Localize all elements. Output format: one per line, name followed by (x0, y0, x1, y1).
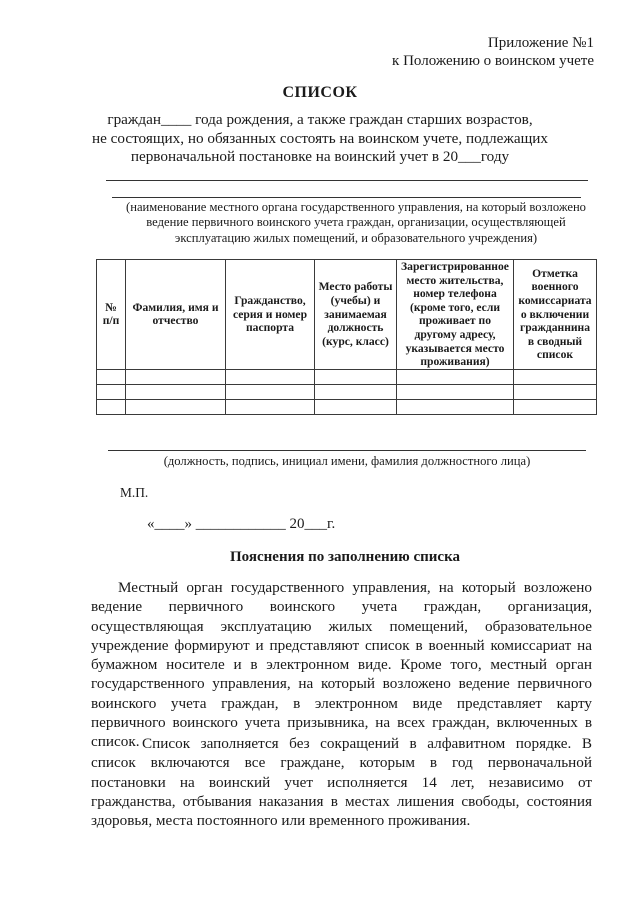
stamp-label: М.П. (120, 485, 149, 500)
cell-full-name[interactable] (126, 369, 226, 384)
cell-citizenship-passport[interactable] (226, 369, 315, 384)
table-header-row (97, 260, 597, 370)
document-subtitle (0, 111, 640, 167)
organization-caption-line-2: ведение первичного воинского учета граждан, организации, осуществляющей (146, 215, 566, 230)
signature-blank-line[interactable] (108, 450, 586, 451)
table-row (97, 384, 597, 399)
cell-commissariat-mark[interactable] (514, 384, 597, 399)
organization-blank-line-1[interactable] (106, 180, 588, 181)
header-commissariat-mark: Отметка военного комиссариата о включении гражданнина в сводный список (514, 260, 597, 370)
instructions-paragraph-1: Местный орган государственного управления, на который возложено ведение первичного воинского учета граждан, организация, осуществляющая эксплуатацию жилых помещений, образовательное учреждение формируют и представляют список в военный комиссариат на бумажном носителе и в электронном виде. Кроме того, местный орган государственного управления, на который возложено ведение первичного воинского учета граждан, в электронном виде представляет карту первичного воинского учета призывника, на всех граждан, включенных в список. (91, 579, 592, 751)
subtitle-line-2: не состоящих, но обязанных состоять на воинском учете, подлежащих (91, 129, 548, 147)
table-row (97, 399, 597, 414)
header-registered-address: Зарегистрированное место жительства, номер телефона (кроме того, если проживает по другому адресу, указывается место проживания) (397, 260, 514, 370)
cell-full-name[interactable] (126, 384, 226, 399)
instructions-paragraph-2: Список заполняется без сокращений в алфавитном порядке. В список включаются все граждане, которым в год первоначальной постановки на воинский учет исполняется 14 лет, независимо от гражданства, отбывания наказания в местах лишения свободы, состояния здоровья, места постоянного или временного проживания. (91, 735, 592, 830)
cell-workplace-position[interactable] (315, 399, 397, 414)
instructions-title: Пояснения по заполнению списка (229, 549, 460, 565)
cell-registered-address[interactable] (397, 399, 514, 414)
header-number: № п/п (97, 260, 126, 370)
appendix-number: Приложение №1 (487, 35, 594, 51)
header-workplace-position: Место работы (учебы) и занимаемая должность (курс, класс) (315, 260, 397, 370)
cell-number[interactable] (97, 399, 126, 414)
cell-registered-address[interactable] (397, 369, 514, 384)
organization-caption-line-1: (наименование местного органа государственного управления, на который возложено (126, 200, 586, 214)
table-row (97, 369, 597, 384)
cell-citizenship-passport[interactable] (226, 384, 315, 399)
appendix-reference: к Положению о воинском учете (392, 53, 594, 69)
organization-caption-line-3: эксплуатацию жилых помещений, и образовательного учреждения) (174, 230, 538, 245)
date-line[interactable]: «____» ____________ 20___г. (147, 516, 336, 532)
cell-citizenship-passport[interactable] (226, 399, 315, 414)
organization-blank-line-2[interactable] (112, 197, 581, 198)
cell-workplace-position[interactable] (315, 369, 397, 384)
cell-commissariat-mark[interactable] (514, 399, 597, 414)
header-citizenship-passport: Гражданство, серия и номер паспорта (226, 260, 315, 370)
cell-workplace-position[interactable] (315, 384, 397, 399)
citizens-table (96, 259, 597, 415)
organization-caption (90, 200, 622, 246)
header-full-name: Фамилия, имя и отчество (126, 260, 226, 370)
subtitle-line-3: первоначальной постановке на воинский учет в 20___году (130, 148, 510, 165)
document-title: СПИСОК (282, 84, 358, 101)
appendix-label (392, 34, 594, 70)
signature-caption: (должность, подпись, инициал имени, фамилия должностного лица) (163, 454, 531, 468)
cell-commissariat-mark[interactable] (514, 369, 597, 384)
cell-number[interactable] (97, 369, 126, 384)
subtitle-line-1: граждан____ года рождения, а также граждан старших возрастов, (107, 111, 533, 128)
cell-registered-address[interactable] (397, 384, 514, 399)
cell-number[interactable] (97, 384, 126, 399)
cell-full-name[interactable] (126, 399, 226, 414)
